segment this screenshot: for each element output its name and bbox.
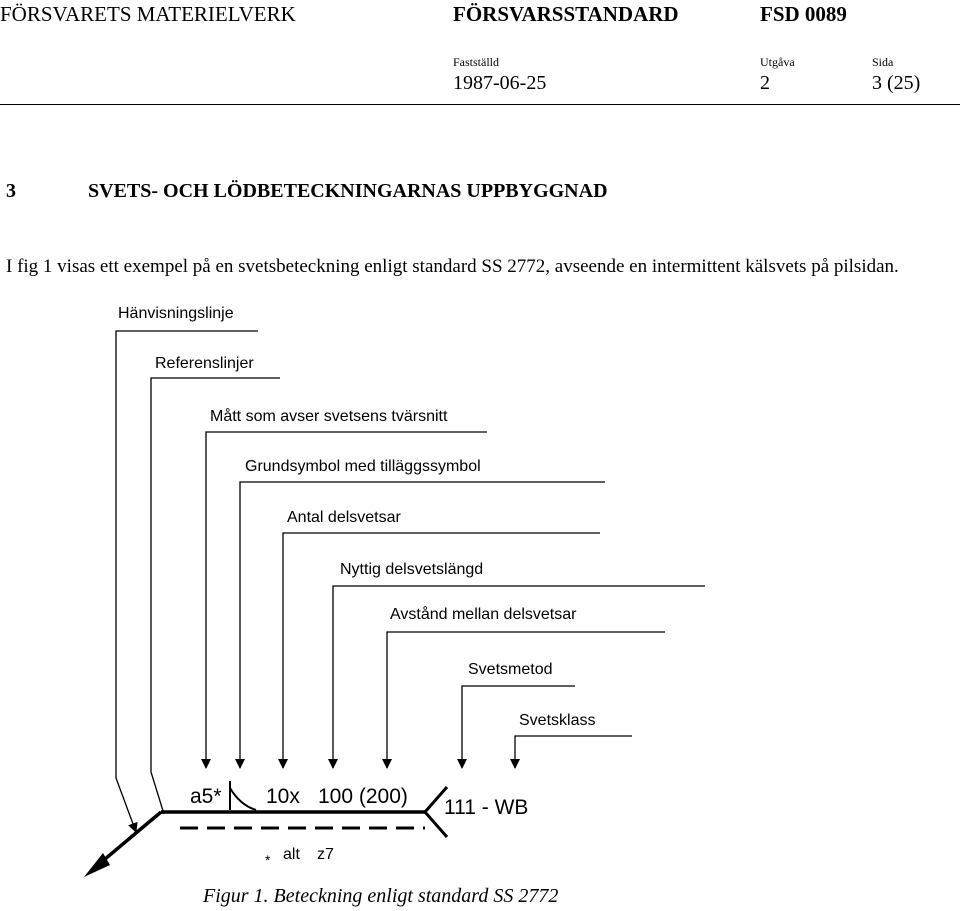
label-hanvisningslinje: Hänvisningslinje: [118, 305, 234, 322]
symbol-count: 10x: [266, 785, 300, 808]
symbol-length: 100 (200): [318, 785, 408, 808]
org-name: FÖRSVARETS MATERIELVERK: [0, 2, 296, 26]
label-antal-delsvetsar: Antal delsvetsar: [287, 509, 401, 526]
intro-paragraph: I fig 1 visas ett exempel på en svetsbeteckning enligt standard SS 2772, avseende en intermittent kälsvets på pilsidan.: [6, 256, 899, 277]
document-type: FÖRSVARSSTANDARD: [453, 2, 679, 26]
footnote-star: *: [265, 852, 271, 868]
label-avstand: Avstånd mellan delsvetsar: [390, 606, 577, 623]
established-label: Fastställd: [453, 55, 500, 69]
figure-caption: Figur 1. Beteckning enligt standard SS 2772: [203, 885, 559, 907]
symbol-tail-text: 111 - WB: [444, 796, 529, 819]
symbol-a5: a5*: [190, 785, 222, 808]
section-number: 3: [6, 180, 16, 202]
label-referenslinjer: Referenslinjer: [155, 355, 254, 372]
section-title: SVETS- OCH LÖDBETECKNINGARNAS UPPBYGGNAD: [88, 180, 608, 202]
leader-referens: [151, 378, 280, 814]
leader-avstand: [387, 632, 665, 768]
label-svetsmetod: Svetsmetod: [468, 661, 553, 678]
established-date: 1987-06-25: [453, 72, 547, 94]
footnote-z7: z7: [317, 846, 334, 863]
leader-hanvisning: [116, 331, 258, 832]
leader-svetsklass: [515, 736, 632, 768]
edition-label: Utgåva: [760, 55, 795, 69]
fillet-symbol: [230, 781, 256, 810]
label-nyttig-delsvetslangd: Nyttig delsvetslängd: [340, 561, 484, 578]
label-grundsymbol: Grundsymbol med tilläggssymbol: [245, 458, 481, 475]
edition-number: 2: [760, 72, 770, 94]
page-label: Sida: [872, 55, 894, 69]
page-number: 3 (25): [872, 72, 921, 94]
label-svetsklass: Svetsklass: [519, 712, 596, 729]
label-matt: Mått som avser svetsens tvärsnitt: [210, 408, 448, 425]
footnote-alt: alt: [283, 846, 300, 863]
document-number: FSD 0089: [760, 2, 847, 26]
